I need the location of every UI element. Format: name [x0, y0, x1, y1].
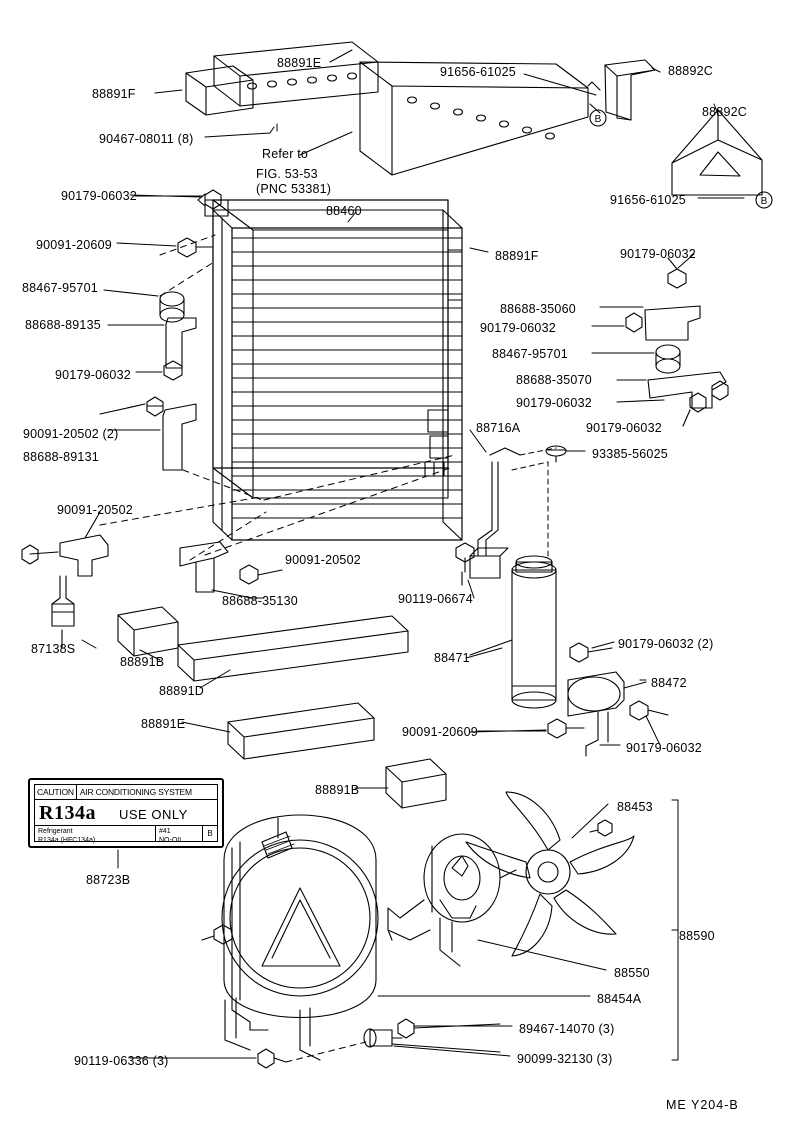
- callout-c-88891b-a: 88891B: [120, 655, 165, 669]
- callout-c-90091-20609-b: 90091-20609: [402, 725, 478, 739]
- svg-text:B: B: [594, 114, 602, 125]
- caution-plate: [28, 778, 224, 848]
- callout-c-88688-35060: 88688-35060: [500, 302, 576, 316]
- callout-c-88723b: 88723B: [86, 873, 131, 887]
- callout-c-88460: 88460: [326, 204, 362, 218]
- callout-c-90179-06032-2: 90179-06032 (2): [618, 637, 714, 651]
- caution-word: CAUTION: [35, 785, 77, 799]
- use-only-text: USE ONLY: [119, 807, 188, 822]
- callout-c-88688-35130: 88688-35130: [222, 594, 298, 608]
- callout-c-88891f-a: 88891F: [92, 87, 136, 101]
- caution-refrigerant-block: [35, 826, 156, 845]
- callout-c-88891f-b: 88891F: [495, 249, 539, 263]
- callout-c-93385-56025: 93385-56025: [592, 447, 668, 461]
- caution-corner-mark: B: [207, 829, 213, 838]
- callout-c-90099-32130-3: 90099-32130 (3): [517, 1052, 613, 1066]
- callout-c-90091-20502-b: 90091-20502: [285, 553, 361, 567]
- callout-c-90467-08011: 90467-08011 (8): [99, 132, 194, 146]
- callout-c-88891d: 88891D: [159, 684, 204, 698]
- callout-c-88688-35070: 88688-35070: [516, 373, 592, 387]
- callout-c-88471: 88471: [434, 651, 470, 665]
- callout-c-90091-20502-a: 90091-20502: [57, 503, 133, 517]
- callout-c-90179-06032-a: 90179-06032: [61, 189, 137, 203]
- caution-plate-footer: [35, 825, 217, 845]
- svg-text:B: B: [760, 196, 768, 207]
- callout-c-88453: 88453: [617, 800, 653, 814]
- callout-c-88891e-top: 88891E: [277, 56, 322, 70]
- callout-c-pnc-53381: (PNC 53381): [256, 182, 332, 196]
- callout-c-90091-20502-2: 90091-20502 (2): [23, 427, 119, 441]
- callout-c-90179-06032-b: 90179-06032: [620, 247, 696, 261]
- diagram-footer-code: ME Y204-B: [666, 1098, 739, 1112]
- refrigerant-name: R134a: [39, 802, 96, 824]
- caution-title: AIR CONDITIONING SYSTEM: [79, 787, 192, 797]
- caution-line2: R134a (HFC134a): [38, 837, 96, 845]
- caution-plate-inner: [34, 784, 218, 845]
- callout-c-90179-06032-e: 90179-06032: [516, 396, 592, 410]
- callout-c-89467-14070-3: 89467-14070 (3): [519, 1022, 615, 1036]
- callout-c-refer-to: Refer to: [262, 147, 309, 161]
- callout-c-88467-95701-a: 88467-95701: [22, 281, 98, 295]
- callout-c-90179-06032-c: 90179-06032: [480, 321, 556, 335]
- callout-c-88454a: 88454A: [597, 992, 642, 1006]
- callout-c-88467-95701-b: 88467-95701: [492, 347, 568, 361]
- callout-c-88891b-b: 88891B: [315, 783, 360, 797]
- callout-c-88688-89135: 88688-89135: [25, 318, 101, 332]
- callout-c-90119-06674: 90119-06674: [398, 592, 473, 606]
- callout-c-88472: 88472: [651, 676, 687, 690]
- callout-c-fig-5353: FIG. 53-53: [256, 167, 318, 181]
- callout-c-88590: 88590: [679, 929, 715, 943]
- caution-line4: NO-OIL: [159, 837, 184, 845]
- callout-c-90091-20609-a: 90091-20609: [36, 238, 112, 252]
- callout-c-88688-89131: 88688-89131: [23, 450, 99, 464]
- callout-c-90179-06032-g: 90179-06032: [626, 741, 702, 755]
- callout-c-88891e-b: 88891E: [141, 717, 186, 731]
- callout-c-88892c-a: 88892C: [668, 64, 713, 78]
- callout-c-90179-06032-f: 90179-06032: [586, 421, 662, 435]
- caution-line3: #41: [159, 828, 171, 835]
- callout-c-91656-61025-b: 91656-61025: [610, 193, 686, 207]
- callout-c-88716a: 88716A: [476, 421, 521, 435]
- callout-c-90119-06336-3: 90119-06336 (3): [74, 1054, 169, 1068]
- caution-plate-header: [35, 785, 217, 800]
- callout-c-90179-06032-d: 90179-06032: [55, 368, 131, 382]
- caution-line1: Refrigerant: [38, 828, 73, 835]
- callout-c-87138s: 87138S: [31, 642, 76, 656]
- caution-oil-block: [156, 826, 203, 845]
- callout-c-88892c-b: 88892C: [702, 105, 747, 119]
- callout-c-91656-61025-a: 91656-61025: [440, 65, 516, 79]
- callout-c-88550: 88550: [614, 966, 650, 980]
